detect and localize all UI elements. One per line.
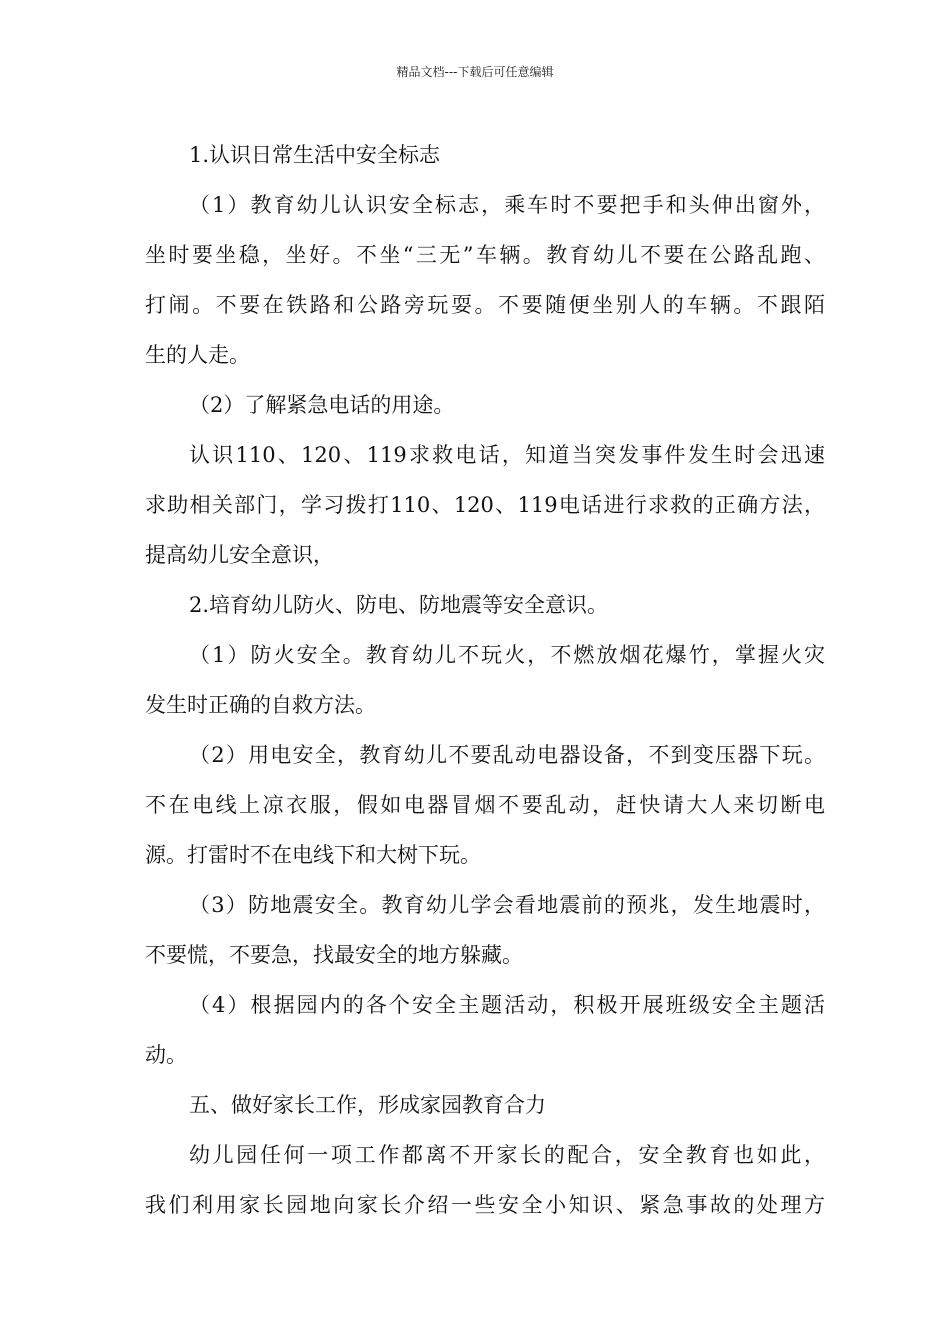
page-header: 精品文档---下载后可任意编辑 [396, 65, 554, 79]
paragraph-line: 我们利用家长园地向家长介绍一些安全小知识、紧急事故的处理方 [145, 1193, 825, 1217]
paragraph-line: 提高幼儿安全意识， [145, 543, 334, 567]
paragraph-line: 认识110、120、119求救电话，知道当突发事件发生时会迅速 [189, 443, 825, 467]
paragraph-line: （4）根据园内的各个安全主题活动，积极开展班级安全主题活 [189, 993, 825, 1017]
document-body [145, 130, 825, 1230]
paragraph-line: （3）防地震安全。教育幼儿学会看地震前的预兆，发生地震时， [189, 893, 825, 917]
paragraph-line: （1）防火安全。教育幼儿不玩火，不燃放烟花爆竹，掌握火灾 [189, 643, 825, 667]
heading-5-parent-work: 五、做好家长工作，形成家园教育合力 [189, 1093, 546, 1117]
paragraph-line: （1）教育幼儿认识安全标志，乘车时不要把手和头伸出窗外， [189, 193, 825, 217]
paragraph-line: 求助相关部门，学习拨打110、120、119电话进行求救的正确方法， [145, 493, 825, 517]
paragraph-line: （2）用电安全，教育幼儿不要乱动电器设备，不到变压器下玩。 [189, 743, 825, 767]
paragraph-line: 幼儿园任何一项工作都离不开家长的配合，安全教育也如此， [189, 1143, 825, 1167]
paragraph-line: 打闹。不要在铁路和公路旁玩耍。不要随便坐别人的车辆。不跟陌 [145, 293, 825, 317]
heading-2-fire-electric-earthquake: 2.培育幼儿防火、防电、防地震等安全意识。 [189, 593, 609, 617]
paragraph-line: 不在电线上凉衣服，假如电器冒烟不要乱动，赶快请大人来切断电 [145, 793, 825, 817]
paragraph-line: 坐时要坐稳，坐好。不坐“三无”车辆。教育幼儿不要在公路乱跑、 [145, 243, 825, 267]
paragraph-line: （2）了解紧急电话的用途。 [189, 393, 455, 417]
paragraph-line: 生的人走。 [145, 343, 250, 367]
heading-1-safety-signs: 1.认识日常生活中安全标志 [189, 143, 441, 167]
paragraph-line: 发生时正确的自救方法。 [145, 693, 376, 717]
paragraph-line: 不要慌，不要急，找最安全的地方躲藏。 [145, 943, 523, 967]
paragraph-line: 源。打雷时不在电线下和大树下玩。 [145, 843, 481, 867]
paragraph-line: 动。 [145, 1043, 187, 1067]
